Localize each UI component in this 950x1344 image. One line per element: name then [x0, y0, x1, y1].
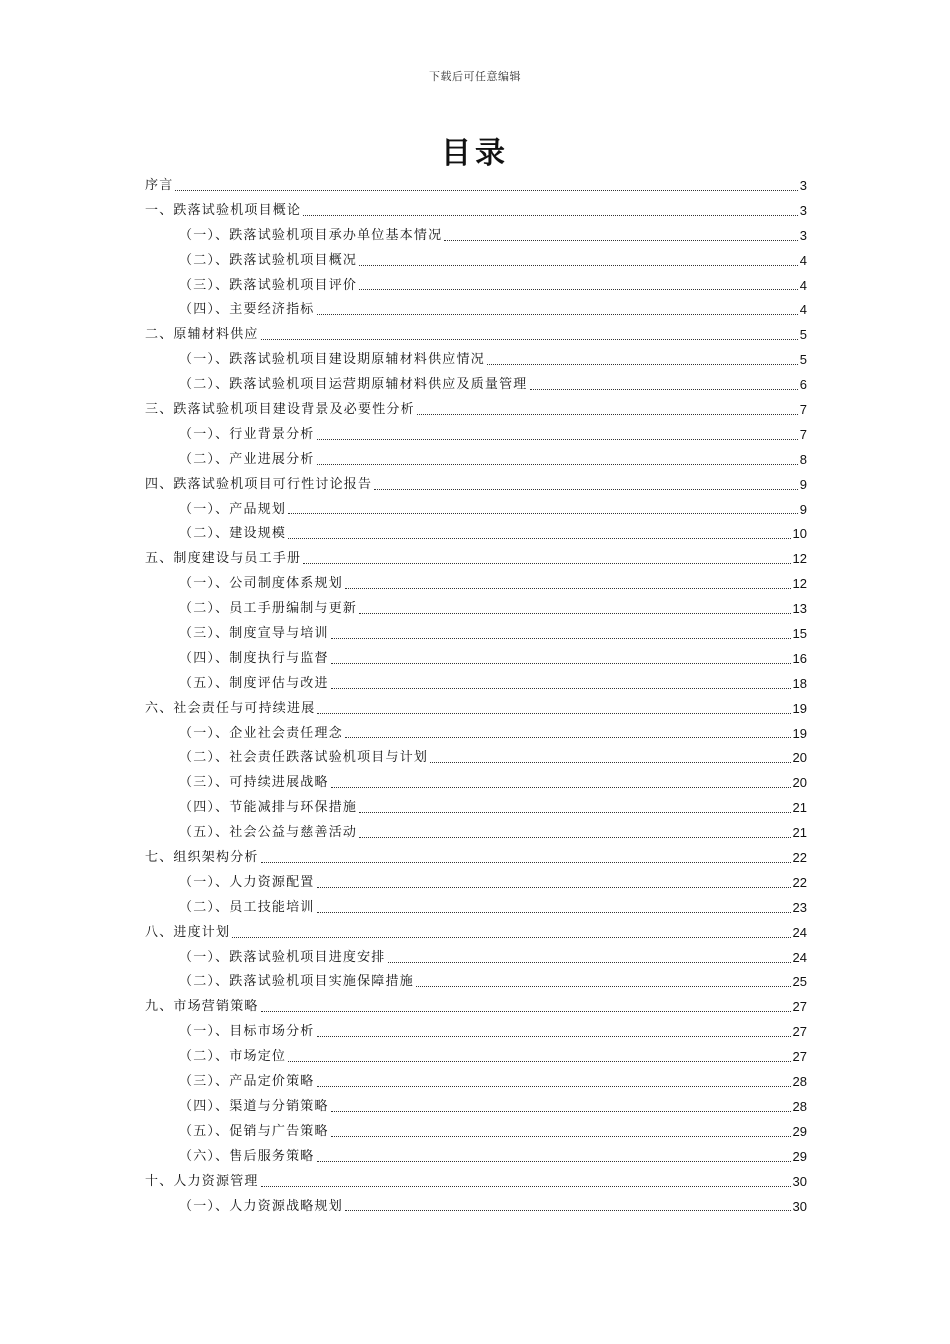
- toc-entry[interactable]: [145, 547, 807, 572]
- toc-entry[interactable]: [145, 821, 807, 846]
- toc-entry[interactable]: [145, 174, 807, 199]
- header-note: 下载后可任意编辑: [429, 70, 521, 83]
- toc-entry-page: 6: [799, 377, 807, 393]
- toc-dot-leader: [317, 887, 791, 888]
- table-of-contents: [145, 174, 807, 1219]
- toc-entry-page: 22: [792, 850, 807, 866]
- toc-entry-page: 12: [792, 551, 807, 567]
- toc-entry-label: （二）、员工技能培训: [179, 899, 315, 915]
- toc-dot-leader: [232, 937, 790, 938]
- toc-entry-label: （二）、跌落试验机项目实施保障措施: [179, 974, 414, 990]
- toc-entry[interactable]: [145, 871, 807, 896]
- toc-entry[interactable]: [145, 498, 807, 523]
- toc-entry-page: 4: [799, 302, 807, 318]
- toc-entry-page: 4: [799, 252, 807, 268]
- toc-entry-page: 16: [792, 650, 807, 666]
- toc-entry-label: 四、跌落试验机项目可行性讨论报告: [145, 476, 373, 492]
- toc-entry-label: （四）、渠道与分销策略: [179, 1098, 329, 1114]
- toc-entry-page: 5: [799, 327, 807, 343]
- toc-entry[interactable]: [145, 224, 807, 249]
- toc-entry-page: 7: [799, 402, 807, 417]
- toc-dot-leader: [331, 787, 791, 788]
- toc-entry[interactable]: [145, 921, 807, 946]
- toc-entry-label: （四）、制度执行与监督: [179, 650, 329, 666]
- toc-entry[interactable]: [145, 1070, 807, 1095]
- toc-entry-page: 12: [792, 576, 807, 592]
- toc-entry-page: 13: [792, 601, 807, 617]
- toc-entry-page: 23: [792, 899, 807, 915]
- toc-entry-label: （五）、制度评估与改进: [179, 675, 329, 691]
- toc-entry-label: 十、人力资源管理: [145, 1173, 259, 1189]
- toc-dot-leader: [303, 215, 798, 216]
- toc-entry[interactable]: [145, 796, 807, 821]
- toc-entry-label: （二）、社会责任跌落试验机项目与计划: [179, 750, 429, 766]
- toc-entry[interactable]: [145, 622, 807, 647]
- toc-entry-label: （一）、跌落试验机项目承办单位基本情况: [179, 227, 443, 243]
- toc-dot-leader: [331, 1111, 791, 1112]
- toc-entry-label: 五、制度建设与员工手册: [145, 551, 302, 567]
- toc-entry[interactable]: [145, 995, 807, 1020]
- toc-entry-page: 4: [799, 277, 807, 293]
- toc-entry-page: 28: [792, 1074, 807, 1090]
- toc-dot-leader: [430, 762, 790, 763]
- toc-dot-leader: [331, 638, 791, 639]
- toc-entry-page: 30: [792, 1173, 807, 1189]
- toc-entry-page: 7: [799, 426, 807, 442]
- toc-entry[interactable]: [145, 771, 807, 796]
- toc-dot-leader: [317, 912, 791, 913]
- toc-entry-label: （三）、制度宣导与培训: [179, 626, 329, 642]
- toc-dot-leader: [261, 339, 798, 340]
- toc-dot-leader: [317, 1161, 791, 1162]
- toc-dot-leader: [303, 563, 790, 564]
- toc-dot-leader: [359, 812, 790, 813]
- toc-entry[interactable]: [145, 697, 807, 722]
- toc-entry[interactable]: [145, 1145, 807, 1170]
- toc-dot-leader: [359, 265, 798, 266]
- toc-entry[interactable]: [145, 1120, 807, 1145]
- toc-entry[interactable]: [145, 1195, 807, 1220]
- toc-entry[interactable]: [145, 672, 807, 697]
- toc-dot-leader: [345, 1210, 791, 1211]
- toc-entry-page: 24: [792, 924, 807, 940]
- toc-entry-label: （四）、主要经济指标: [179, 302, 315, 318]
- toc-entry-page: 19: [792, 725, 807, 741]
- toc-entry-label: 三、跌落试验机项目建设背景及必要性分析: [145, 402, 415, 417]
- toc-dot-leader: [317, 464, 798, 465]
- toc-entry-page: 9: [799, 476, 807, 492]
- toc-entry[interactable]: [145, 896, 807, 921]
- toc-entry-label: （一）、跌落试验机项目进度安排: [179, 949, 386, 965]
- toc-entry-page: 3: [799, 202, 807, 218]
- toc-entry[interactable]: [145, 522, 807, 547]
- toc-entry-label: （一）、目标市场分析: [179, 1024, 315, 1040]
- toc-entry[interactable]: [145, 448, 807, 473]
- toc-entry[interactable]: [145, 274, 807, 299]
- toc-entry-page: 10: [792, 526, 807, 542]
- toc-entry-label: 七、组织架构分析: [145, 850, 259, 866]
- toc-entry[interactable]: [145, 722, 807, 747]
- toc-entry[interactable]: [145, 473, 807, 498]
- toc-dot-leader: [444, 240, 797, 241]
- toc-entry-label: （一）、行业背景分析: [179, 426, 315, 442]
- toc-dot-leader: [374, 489, 798, 490]
- toc-dot-leader: [288, 538, 790, 539]
- toc-entry-page: 21: [792, 800, 807, 816]
- toc-dot-leader: [261, 1011, 791, 1012]
- toc-entry[interactable]: [145, 298, 807, 323]
- toc-dot-leader: [331, 1136, 791, 1137]
- toc-entry-page: 29: [792, 1148, 807, 1164]
- toc-entry[interactable]: [145, 946, 807, 971]
- toc-entry-label: （二）、产业进展分析: [179, 451, 315, 467]
- toc-dot-leader: [261, 1186, 791, 1187]
- toc-entry-page: 25: [792, 974, 807, 990]
- toc-entry-page: 9: [799, 501, 807, 517]
- toc-entry[interactable]: [145, 1020, 807, 1045]
- toc-entry-label: （一）、产品规划: [179, 501, 287, 517]
- toc-entry-page: 8: [799, 451, 807, 467]
- toc-dot-leader: [359, 289, 798, 290]
- toc-entry-label: （一）、公司制度体系规划: [179, 576, 343, 592]
- toc-entry-page: 20: [792, 775, 807, 791]
- toc-entry-page: 3: [799, 177, 807, 193]
- toc-entry[interactable]: [145, 249, 807, 274]
- toc-dot-leader: [388, 962, 791, 963]
- toc-entry[interactable]: [145, 597, 807, 622]
- toc-entry-label: （三）、跌落试验机项目评价: [179, 277, 358, 293]
- toc-entry[interactable]: [145, 348, 807, 373]
- toc-entry-page: 18: [792, 675, 807, 691]
- toc-entry-label: （三）、产品定价策略: [179, 1074, 315, 1090]
- toc-entry[interactable]: [145, 1095, 807, 1120]
- toc-dot-leader: [359, 837, 790, 838]
- toc-dot-leader: [359, 613, 790, 614]
- toc-entry-page: 27: [792, 999, 807, 1015]
- toc-dot-leader: [288, 1061, 790, 1062]
- toc-entry[interactable]: [145, 1045, 807, 1070]
- toc-entry[interactable]: [145, 846, 807, 871]
- toc-entry[interactable]: [145, 647, 807, 672]
- toc-entry-label: （一）、企业社会责任理念: [179, 725, 343, 741]
- toc-entry-page: 19: [792, 700, 807, 716]
- toc-title: 目录: [441, 136, 509, 171]
- toc-entry-label: （六）、售后服务策略: [179, 1148, 315, 1164]
- toc-entry-label: 序言: [145, 177, 174, 193]
- toc-entry-page: 5: [799, 352, 807, 368]
- toc-entry-label: （二）、跌落试验机项目概况: [179, 252, 358, 268]
- toc-entry-label: 九、市场营销策略: [145, 999, 259, 1015]
- toc-entry-page: 27: [792, 1049, 807, 1065]
- toc-entry-label: 六、社会责任与可持续进展: [145, 700, 316, 716]
- toc-entry[interactable]: [145, 572, 807, 597]
- toc-dot-leader: [317, 713, 790, 714]
- toc-entry[interactable]: [145, 199, 807, 224]
- toc-entry-label: （二）、员工手册编制与更新: [179, 601, 358, 617]
- toc-entry-label: （一）、人力资源配置: [179, 874, 315, 890]
- toc-dot-leader: [331, 688, 791, 689]
- toc-dot-leader: [331, 663, 791, 664]
- toc-entry-label: （三）、可持续进展战略: [179, 775, 329, 791]
- toc-dot-leader: [261, 862, 791, 863]
- toc-entry-page: 20: [792, 750, 807, 766]
- toc-entry-page: 28: [792, 1098, 807, 1114]
- toc-entry-label: （二）、市场定位: [179, 1049, 287, 1065]
- toc-dot-leader: [487, 364, 798, 365]
- toc-entry-label: 八、进度计划: [145, 924, 231, 940]
- toc-entry-page: 24: [792, 949, 807, 965]
- toc-dot-leader: [288, 513, 798, 514]
- toc-entry-label: 一、跌落试验机项目概论: [145, 202, 302, 218]
- toc-entry[interactable]: [145, 1170, 807, 1195]
- toc-dot-leader: [417, 414, 798, 415]
- toc-dot-leader: [345, 588, 791, 589]
- toc-entry-label: （一）、跌落试验机项目建设期原辅材料供应情况: [179, 352, 485, 368]
- toc-entry-page: 3: [799, 227, 807, 243]
- toc-dot-leader: [345, 737, 791, 738]
- toc-entry-label: （五）、社会公益与慈善活动: [179, 825, 358, 841]
- toc-entry-label: 二、原辅材料供应: [145, 327, 259, 343]
- toc-dot-leader: [317, 1036, 791, 1037]
- toc-entry[interactable]: [145, 746, 807, 771]
- toc-entry-label: （四）、节能减排与环保措施: [179, 800, 358, 816]
- toc-entry-label: （二）、建设规模: [179, 526, 287, 542]
- toc-entry[interactable]: [145, 971, 807, 996]
- toc-dot-leader: [317, 1086, 791, 1087]
- toc-entry-page: 15: [792, 626, 807, 642]
- toc-dot-leader: [530, 389, 798, 390]
- toc-entry[interactable]: [145, 373, 807, 398]
- toc-entry[interactable]: [145, 398, 807, 423]
- toc-dot-leader: [317, 314, 798, 315]
- toc-entry-page: 29: [792, 1123, 807, 1139]
- toc-entry-page: 21: [792, 825, 807, 841]
- toc-dot-leader: [416, 986, 791, 987]
- toc-entry-page: 22: [792, 874, 807, 890]
- toc-entry-label: （一）、人力资源战略规划: [179, 1198, 343, 1214]
- toc-dot-leader: [175, 190, 797, 191]
- toc-entry-label: （二）、跌落试验机项目运营期原辅材料供应及质量管理: [179, 377, 528, 393]
- toc-entry[interactable]: [145, 423, 807, 448]
- toc-dot-leader: [317, 439, 798, 440]
- toc-entry-label: （五）、促销与广告策略: [179, 1123, 329, 1139]
- toc-entry[interactable]: [145, 323, 807, 348]
- toc-entry-page: 27: [792, 1024, 807, 1040]
- toc-entry-page: 30: [792, 1198, 807, 1214]
